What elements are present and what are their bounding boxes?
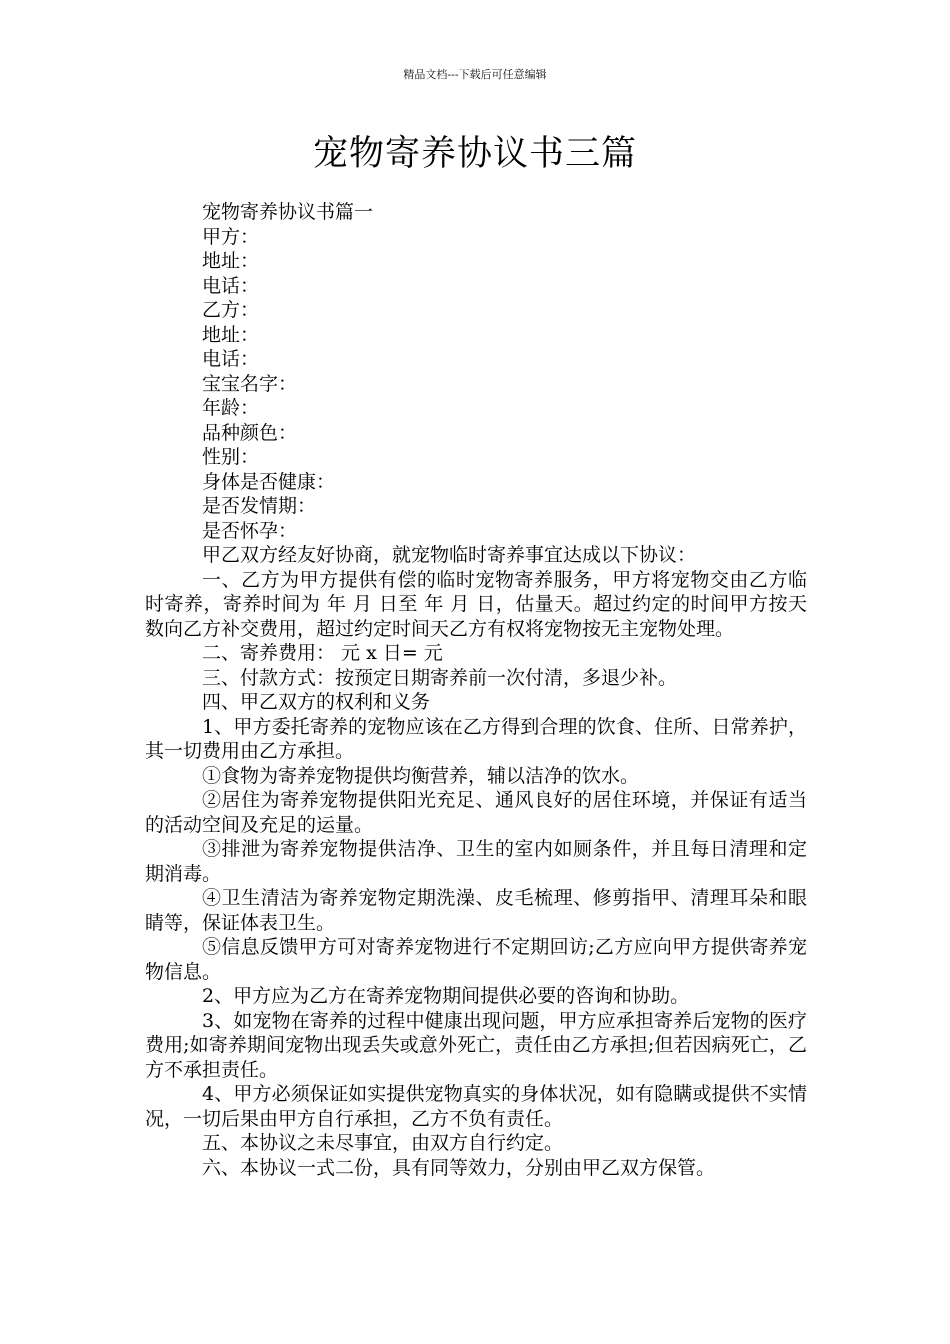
paragraph: ③排泄为寄养宠物提供洁净、卫生的室内如厕条件，并且每日清理和定期消毒。: [145, 838, 807, 885]
field-address-a: 地址：: [202, 250, 260, 272]
paragraph: 2、甲方应为乙方在寄养宠物期间提供必要的咨询和协助。: [202, 985, 690, 1007]
paragraph: 4、甲方必须保证如实提供宠物真实的身体状况，如有隐瞒或提供不实情况，一切后果由甲方自行承担，乙方不负有责任。: [145, 1083, 807, 1130]
paragraph: 六、本协议一式二份，具有同等效力，分别由甲乙双方保管。: [202, 1156, 716, 1179]
paragraph: 一、乙方为甲方提供有偿的临时宠物寄养服务，甲方将宠物交由乙方临时寄养，寄养时间为 年 月 日至 年 月 日，估量天。超过约定的时间甲方按天数向乙方补交费用，超过约定时间天乙方有权将宠物按无主宠物处理。: [145, 568, 807, 640]
paragraph: 二、寄养费用： 元 x 日= 元: [202, 642, 443, 664]
field-phone-a: 电话：: [202, 274, 260, 297]
paragraph: 四、甲乙双方的权利和义务: [202, 691, 431, 713]
document-body: [145, 200, 807, 1180]
document-title: 宠物寄养协议书三篇: [312, 134, 637, 174]
paragraph: ④卫生清洁为寄养宠物定期洗澡、皮毛梳理、修剪指甲、清理耳朵和眼睛等，保证体表卫生。: [145, 887, 807, 934]
field-heat: 是否发情期：: [202, 495, 317, 517]
field-breed-color: 品种颜色：: [202, 421, 298, 444]
paragraph: 甲乙双方经友好协商，就宠物临时寄养事宜达成以下协议：: [202, 544, 697, 566]
paragraph: 3、如宠物在寄养的过程中健康出现问题，甲方应承担寄养后宠物的医疗费用;如寄养期间宠物出现丢失或意外死亡，责任由乙方承担;但若因病死亡，乙方不承担责任。: [145, 1009, 807, 1081]
section-heading: 宠物寄养协议书篇一: [202, 201, 374, 223]
paragraph: 五、本协议之未尽事宜，由双方自行约定。: [202, 1132, 564, 1154]
field-age: 年龄：: [202, 397, 260, 419]
paragraph: 1、甲方委托寄养的宠物应该在乙方得到合理的饮食、住所、日常养护，其一切费用由乙方承担。: [145, 715, 807, 762]
paragraph: ⑤信息反馈甲方可对寄养宠物进行不定期回访;乙方应向甲方提供寄养宠物信息。: [145, 936, 807, 983]
field-address-b: 地址：: [202, 323, 260, 346]
header-note: 精品文档---下载后可任意编辑: [403, 68, 547, 81]
field-health: 身体是否健康：: [202, 470, 336, 493]
field-gender: 性别：: [202, 446, 260, 468]
paragraph: ②居住为寄养宠物提供阳光充足、通风良好的居住环境，并保证有适当的活动空间及充足的运量。: [145, 789, 807, 836]
field-party-b: 乙方：: [202, 299, 260, 321]
field-pet-name: 宝宝名字：: [202, 372, 298, 395]
paragraph: ①食物为寄养宠物提供均衡营养，辅以洁净的饮水。: [202, 764, 640, 787]
paragraph: 三、付款方式：按预定日期寄养前一次付清，多退少补。: [202, 666, 678, 689]
field-party-a: 甲方：: [202, 225, 260, 248]
field-pregnant: 是否怀孕：: [202, 519, 298, 542]
field-phone-b: 电话：: [202, 348, 260, 370]
